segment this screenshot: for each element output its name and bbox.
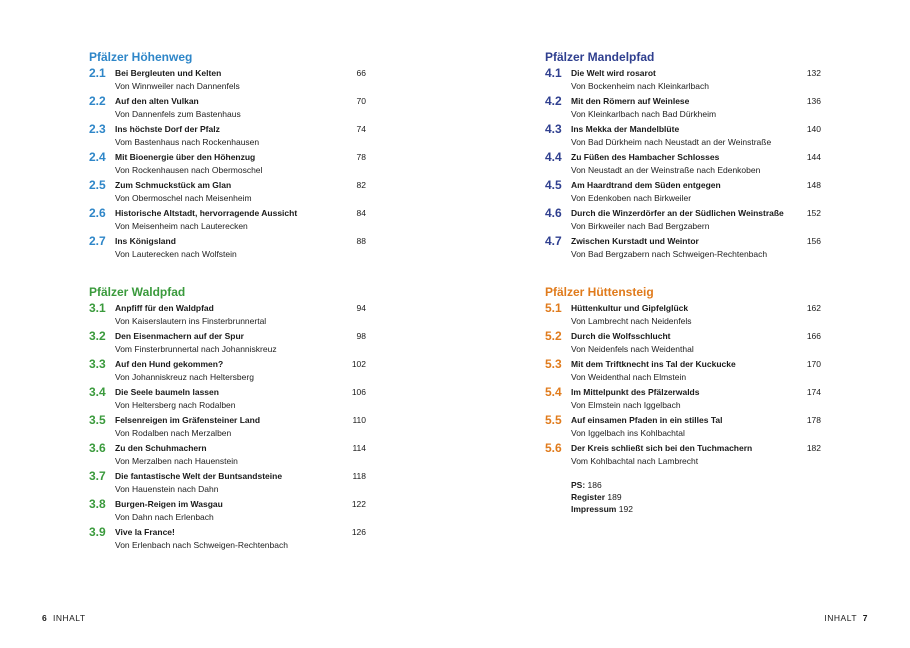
toc-entry[interactable] (89, 358, 366, 386)
entry-route: Von Lambrecht nach Neidenfels (571, 316, 692, 326)
entry-route: Von Hauenstein nach Dahn (115, 484, 219, 494)
entry-number: 2.3 (89, 122, 106, 136)
entry-number: 3.9 (89, 525, 106, 539)
entry-route: Von Kleinkarlbach nach Bad Dürkheim (571, 109, 717, 119)
entry-route: Von Heltersberg nach Rodalben (115, 400, 236, 410)
entry-text (115, 442, 366, 470)
toc-entry[interactable] (89, 67, 366, 95)
toc-entry[interactable] (89, 414, 366, 442)
toc-entry[interactable] (545, 358, 821, 386)
entry-text (571, 179, 821, 207)
entry-route: Von Erlenbach nach Schweigen-Rechtenbach (115, 540, 288, 550)
entry-title-row (571, 151, 821, 164)
footer-label-right: INHALT (824, 613, 858, 623)
entry-text (571, 151, 821, 179)
toc-entry[interactable] (89, 442, 366, 470)
entry-route: Von Weidenthal nach Elmstein (571, 372, 687, 382)
entry-number: 4.1 (545, 66, 562, 80)
entry-number: 4.3 (545, 122, 562, 136)
appendix-label: PS: (571, 480, 586, 490)
entry-number: 2.6 (89, 206, 106, 220)
section-title: Pfälzer Waldpfad (89, 285, 186, 299)
section-title: Pfälzer Mandelpfad (545, 50, 655, 64)
entry-title-row (115, 67, 366, 80)
entry-title: Im Mittelpunkt des Pfälzerwalds (571, 387, 700, 397)
entry-text (115, 498, 366, 526)
toc-section (89, 50, 366, 263)
appendix-label: Register (571, 492, 606, 502)
entry-page-number: 84 (356, 208, 366, 218)
entry-title-row (571, 95, 821, 108)
entry-route: Von Neustadt an der Weinstraße nach Edenkoben (571, 165, 761, 175)
entry-route: Von Lauterecken nach Wolfstein (115, 249, 237, 259)
appendix-item[interactable] (571, 491, 821, 503)
entry-title-row (115, 386, 366, 399)
entry-title-row (571, 67, 821, 80)
entry-number: 3.3 (89, 357, 106, 371)
entry-page-number: 102 (351, 359, 366, 369)
entry-title: Zu den Schuhmachern (115, 443, 207, 453)
entry-page-number: 78 (356, 152, 366, 162)
entry-page-number: 178 (806, 415, 821, 425)
page-number-right: 7 (862, 613, 868, 623)
footer-right (824, 612, 868, 624)
toc-section (545, 285, 821, 470)
entry-title: Auf den Hund gekommen? (115, 359, 224, 369)
entry-page-number: 98 (356, 331, 366, 341)
entry-text (115, 67, 366, 95)
toc-section (545, 50, 821, 263)
entry-text (115, 414, 366, 442)
entry-title: Auf den alten Vulkan (115, 96, 199, 106)
entry-route: Von Iggelbach ins Kohlbachtal (571, 428, 685, 438)
entry-number: 5.6 (545, 441, 562, 455)
toc-entry[interactable] (545, 414, 821, 442)
entry-title-row (115, 179, 366, 192)
appendix-list (545, 479, 821, 515)
entry-number: 5.5 (545, 413, 562, 427)
appendix-page-number: 189 (607, 492, 622, 502)
entry-text (115, 386, 366, 414)
entry-page-number: 106 (351, 387, 366, 397)
entry-title-row (115, 95, 366, 108)
appendix-label: Impressum (571, 504, 617, 514)
entry-page-number: 94 (356, 303, 366, 313)
entry-text (571, 442, 821, 470)
entry-title: Ins höchste Dorf der Pfalz (115, 124, 220, 134)
entry-route: Von Rockenhausen nach Obermoschel (115, 165, 263, 175)
footer-label-left: INHALT (52, 613, 86, 623)
entry-title: Mit Bioenergie über den Höhenzug (115, 152, 256, 162)
entry-title: Die Welt wird rosarot (571, 68, 656, 78)
entry-title-row (115, 526, 366, 539)
entry-text (571, 358, 821, 386)
entry-title: Ins Königsland (115, 236, 176, 246)
toc-entry[interactable] (545, 302, 821, 330)
entry-title: Auf einsamen Pfaden in ein stilles Tal (571, 415, 723, 425)
entry-title: Durch die Winzerdörfer an der Südlichen Weinstraße (571, 208, 784, 218)
entry-text (571, 414, 821, 442)
toc-entry[interactable] (89, 498, 366, 526)
entry-title: Mit dem Triftknecht ins Tal der Kuckucke (571, 359, 736, 369)
entry-page-number: 152 (806, 208, 821, 218)
toc-entry[interactable] (89, 526, 366, 554)
toc-entry[interactable] (545, 386, 821, 414)
entry-title-row (115, 470, 366, 483)
entry-route: Von Rodalben nach Merzalben (115, 428, 232, 438)
entry-page-number: 182 (806, 443, 821, 453)
entry-title-row (571, 442, 821, 455)
entry-number: 2.5 (89, 178, 106, 192)
entry-route: Von Johanniskreuz nach Heltersberg (115, 372, 254, 382)
toc-entry[interactable] (89, 95, 366, 123)
entry-number: 4.7 (545, 234, 562, 248)
entry-title-row (115, 151, 366, 164)
entry-route: Von Kaiserslautern ins Finsterbrunnertal (115, 316, 267, 326)
entry-number: 3.8 (89, 497, 106, 511)
entry-title: Historische Altstadt, hervorragende Aussicht (115, 208, 298, 218)
toc-entry[interactable] (545, 207, 821, 235)
entry-title-row (115, 123, 366, 136)
entry-page-number: 174 (806, 387, 821, 397)
entry-text (115, 151, 366, 179)
toc-entry[interactable] (89, 207, 366, 235)
entry-route: Vom Finsterbrunnertal nach Johanniskreuz (115, 344, 277, 354)
entry-number: 2.1 (89, 66, 106, 80)
entry-text (115, 526, 366, 554)
entry-title-row (571, 386, 821, 399)
entry-title-row (571, 235, 821, 248)
toc-entry[interactable] (545, 235, 821, 263)
entry-title-row (571, 179, 821, 192)
entry-route: Von Elmstein nach Iggelbach (571, 400, 681, 410)
entry-title: Zum Schmuckstück am Glan (115, 180, 232, 190)
entry-title: Am Haardtrand dem Süden entgegen (571, 180, 721, 190)
entry-title-row (115, 302, 366, 315)
entry-title: Felsenreigen im Gräfensteiner Land (115, 415, 261, 425)
entry-title-row (115, 358, 366, 371)
entry-route: Von Edenkoben nach Birkweiler (571, 193, 692, 203)
entry-title-row (571, 123, 821, 136)
entry-page-number: 156 (806, 236, 821, 246)
section-title: Pfälzer Hüttensteig (545, 285, 654, 299)
entry-title-row (115, 414, 366, 427)
entry-number: 2.7 (89, 234, 106, 248)
entry-text (571, 235, 821, 263)
entry-title: Bei Bergleuten und Kelten (115, 68, 222, 78)
entry-text (571, 330, 821, 358)
toc-entry[interactable] (89, 386, 366, 414)
appendix-page-number: 186 (587, 480, 602, 490)
entry-title: Die Seele baumeln lassen (115, 387, 219, 397)
entry-text (115, 95, 366, 123)
entry-title: Zwischen Kurstadt und Weintor (571, 236, 699, 246)
entry-number: 5.4 (545, 385, 562, 399)
entry-route: Von Birkweiler nach Bad Bergzabern (571, 221, 710, 231)
entry-title: Vive la France! (115, 527, 175, 537)
entry-text (115, 358, 366, 386)
entry-number: 3.6 (89, 441, 106, 455)
footer-left (42, 612, 86, 624)
entry-number: 3.5 (89, 413, 106, 427)
entry-text (115, 179, 366, 207)
entry-title: Durch die Wolfsschlucht (571, 331, 671, 341)
entry-page-number: 118 (352, 471, 366, 481)
entry-title-row (115, 207, 366, 220)
appendix-item[interactable] (571, 503, 821, 515)
entry-page-number: 88 (356, 236, 366, 246)
entry-page-number: 148 (806, 180, 821, 190)
entry-page-number: 170 (806, 359, 821, 369)
entry-title-row (115, 498, 366, 511)
toc-entry[interactable] (89, 302, 366, 330)
section-title: Pfälzer Höhenweg (89, 50, 193, 64)
entry-title-row (571, 302, 821, 315)
toc-entry[interactable] (545, 67, 821, 95)
entry-title: Hüttenkultur und Gipfelglück (571, 303, 689, 313)
toc-section (89, 285, 366, 554)
left-column (89, 50, 366, 554)
entry-page-number: 162 (806, 303, 821, 313)
entry-page-number: 144 (806, 152, 821, 162)
entry-page-number: 166 (806, 331, 821, 341)
entry-text (115, 302, 366, 330)
entry-route: Von Neidenfels nach Weidenthal (571, 344, 694, 354)
entry-text (571, 386, 821, 414)
entry-number: 5.3 (545, 357, 562, 371)
appendix-page-number: 192 (618, 504, 633, 514)
entry-text (115, 123, 366, 151)
toc-entry[interactable] (89, 179, 366, 207)
entry-text (115, 330, 366, 358)
entry-route: Von Bad Dürkheim nach Neustadt an der Weinstraße (571, 137, 772, 147)
entry-title-row (571, 358, 821, 371)
entry-title: Den Eisenmachern auf der Spur (115, 331, 244, 341)
entry-page-number: 74 (356, 124, 366, 134)
entry-number: 3.2 (89, 329, 106, 343)
toc-entry[interactable] (545, 179, 821, 207)
entry-text (571, 207, 821, 235)
entry-route: Vom Bastenhaus nach Rockenhausen (115, 137, 260, 147)
entry-text (115, 235, 366, 263)
entry-route: Von Winnweiler nach Dannenfels (115, 81, 240, 91)
entry-text (571, 67, 821, 95)
entry-number: 4.2 (545, 94, 562, 108)
entry-title-row (115, 442, 366, 455)
entry-text (115, 207, 366, 235)
entry-route: Vom Kohlbachtal nach Lambrecht (571, 456, 699, 466)
toc-entry[interactable] (545, 151, 821, 179)
entry-title-row (115, 330, 366, 343)
entry-page-number: 136 (806, 96, 821, 106)
entry-page-number: 132 (806, 68, 821, 78)
entry-number: 4.5 (545, 178, 562, 192)
entry-title-row (571, 207, 821, 220)
entry-page-number: 82 (356, 180, 366, 190)
entry-number: 5.1 (545, 301, 562, 315)
toc-entry[interactable] (545, 123, 821, 151)
entry-page-number: 66 (356, 68, 366, 78)
entry-number: 2.4 (89, 150, 106, 164)
right-column (545, 50, 821, 515)
entry-title: Anpfiff für den Waldpfad (115, 303, 214, 313)
entry-page-number: 110 (352, 415, 366, 425)
toc-entry[interactable] (545, 95, 821, 123)
entry-title: Zu Füßen des Hambacher Schlosses (571, 152, 720, 162)
entry-title-row (571, 330, 821, 343)
page-number-left: 6 (42, 613, 48, 623)
entry-title-row (115, 235, 366, 248)
entry-text (571, 302, 821, 330)
toc-entry[interactable] (89, 470, 366, 498)
toc-entry[interactable] (89, 330, 366, 358)
toc-entry[interactable] (545, 330, 821, 358)
toc-entry[interactable] (89, 235, 366, 263)
entry-route: Von Bad Bergzabern nach Schweigen-Rechtenbach (571, 249, 768, 259)
entry-route: Von Meisenheim nach Lauterecken (115, 221, 248, 231)
entry-number: 3.7 (89, 469, 106, 483)
entry-route: Von Bockenheim nach Kleinkarlbach (571, 81, 709, 91)
entry-number: 5.2 (545, 329, 562, 343)
entry-number: 4.6 (545, 206, 562, 220)
entry-page-number: 140 (806, 124, 821, 134)
entry-route: Von Dahn nach Erlenbach (115, 512, 214, 522)
entry-text (571, 95, 821, 123)
entry-route: Von Dannenfels zum Bastenhaus (115, 109, 241, 119)
toc-entry[interactable] (89, 123, 366, 151)
entry-page-number: 126 (351, 527, 366, 537)
entry-number: 4.4 (545, 150, 562, 164)
entry-route: Von Merzalben nach Hauenstein (115, 456, 238, 466)
entry-title: Der Kreis schließt sich bei den Tuchmachern (571, 443, 753, 453)
entry-title: Ins Mekka der Mandelblüte (571, 124, 680, 134)
entry-text (115, 470, 366, 498)
entry-title: Mit den Römern auf Weinlese (571, 96, 690, 106)
appendix-item[interactable] (571, 479, 821, 491)
entry-text (571, 123, 821, 151)
entry-number: 2.2 (89, 94, 106, 108)
entry-page-number: 114 (352, 443, 366, 453)
entry-number: 3.1 (89, 301, 106, 315)
entry-title-row (571, 414, 821, 427)
entry-title: Die fantastische Welt der Buntsandsteine (115, 471, 283, 481)
entry-page-number: 70 (356, 96, 366, 106)
entry-route: Von Obermoschel nach Meisenheim (115, 193, 252, 203)
entry-number: 3.4 (89, 385, 106, 399)
toc-entry[interactable] (89, 151, 366, 179)
entry-title: Burgen-Reigen im Wasgau (115, 499, 223, 509)
entry-page-number: 122 (351, 499, 366, 509)
toc-entry[interactable] (545, 442, 821, 470)
